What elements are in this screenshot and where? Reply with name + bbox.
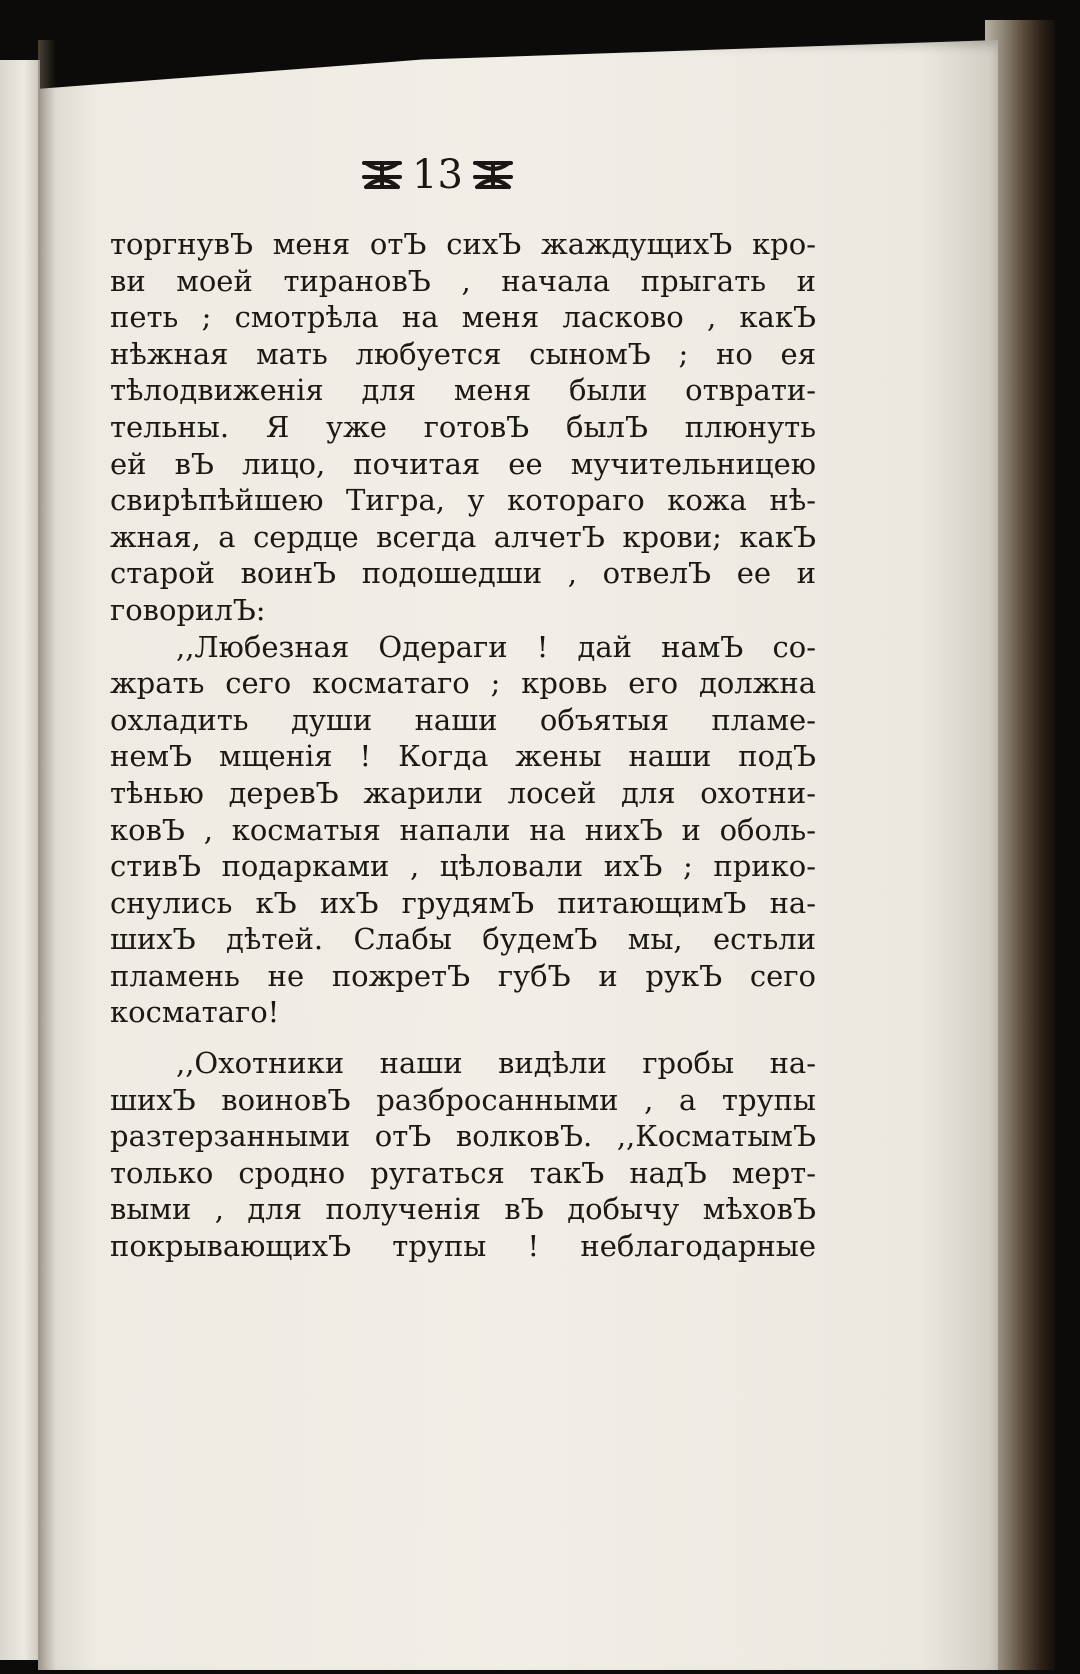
text-line: ви моей тирановЪ , начала прыгать и — [110, 263, 816, 298]
text-line: охладить души наши объятыя пламе- — [110, 702, 816, 737]
text-line: нѣжная мать любуется сыномЪ ; но ея — [110, 336, 816, 371]
text-line: шихЪ воиновЪ разбросанными , а трупы — [110, 1082, 816, 1117]
text-line: только сродно ругаться такЪ надЪ мерт- — [110, 1155, 816, 1190]
text-line: торгнувЪ меня отЪ сихЪ жаждущихЪ кро- — [110, 227, 816, 261]
text-line: жрать сего косматаго ; кровь его должна — [110, 666, 816, 701]
body-text — [110, 226, 816, 1265]
text-line: ,,Охотники наши видѣли гробы на- — [176, 1046, 816, 1081]
paragraph — [110, 1045, 816, 1265]
text-line: старой воинЪ подошедши , отвелЪ ее и — [110, 556, 816, 591]
text-line: пламень не пожретЪ губЪ и рукЪ сего — [110, 958, 816, 993]
text-line: ей вЪ лицо, почитая ее мучительницею — [110, 446, 816, 481]
page-number: 13 — [412, 152, 463, 198]
text-line: косматаго! — [110, 995, 280, 1030]
text-line: стивЪ подарками , цѣловали ихЪ ; прико- — [110, 849, 816, 884]
text-line: выми , для полученія вЪ добычу мѣховЪ — [110, 1192, 816, 1227]
paragraph — [110, 226, 816, 629]
text-line: тѣнью деревЪ жарили лосей для охотни- — [110, 775, 816, 810]
text-line: говорилЪ: — [110, 592, 266, 627]
text-line: ,,Любезная Одераги ! дай намЪ со- — [176, 629, 816, 664]
paragraph-gap — [110, 1031, 816, 1045]
text-line: петь ; смотрѣла на меня ласково , какЪ — [110, 300, 816, 335]
text-line: покрывающихЪ трупы ! неблагодарные — [110, 1229, 816, 1264]
text-line: жная, а сердце всегда алчетЪ крови; какЪ — [110, 519, 816, 554]
text-line: немЪ мщенія ! Когда жены наши подЪ — [110, 739, 816, 774]
text-line: снулись кЪ ихЪ грудямЪ питающимЪ на- — [110, 885, 816, 920]
text-line: тельны. Я уже готовЪ былЪ плюнуть — [110, 409, 816, 444]
text-line: тѣлодвиженія для меня были отврати- — [110, 373, 816, 408]
ornament-left-icon — [360, 155, 404, 195]
paragraph — [110, 629, 816, 1032]
page-header — [360, 150, 515, 200]
text-line: ковЪ , косматыя напали на нихЪ и оболь- — [110, 812, 816, 847]
facing-page-edge — [0, 60, 40, 1660]
text-line: шихЪ дѣтей. Слабы будемЪ мы, естьли — [110, 922, 816, 957]
page-gutter-shadow — [38, 40, 56, 1670]
text-line: свирѣпѣйшею Тигра, у котораго кожа нѣ- — [110, 483, 816, 518]
text-line: разтерзанными отЪ волковЪ. ,,КосматымЪ — [110, 1119, 816, 1154]
ornament-right-icon — [471, 155, 515, 195]
